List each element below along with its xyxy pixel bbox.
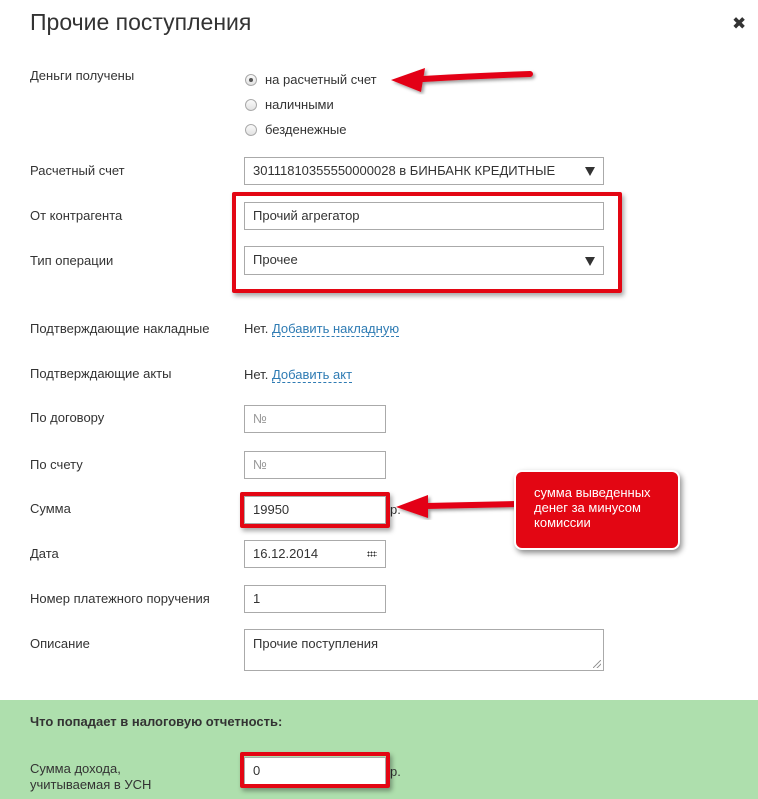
date-input[interactable] <box>244 540 386 568</box>
invoice-label: По счету <box>30 457 83 472</box>
radio-option-bank-account[interactable] <box>245 72 377 87</box>
radio-option-non-cash[interactable] <box>245 122 346 137</box>
add-waybill-link[interactable]: Добавить накладную <box>271 321 400 336</box>
tax-income-input[interactable]: 0 <box>244 757 386 785</box>
amount-input[interactable]: 19950 <box>244 496 386 524</box>
waybills-none-text: Нет. <box>244 321 269 336</box>
description-textarea[interactable] <box>244 629 604 671</box>
resize-handle-icon[interactable] <box>593 660 601 668</box>
tax-section-title: Что попадает в налоговую отчетность: <box>30 714 283 729</box>
tax-income-label-line2: учитываемая в УСН <box>30 777 152 792</box>
tax-income-label <box>30 761 151 793</box>
acts-label: Подтверждающие акты <box>30 366 172 381</box>
close-icon[interactable]: ✖ <box>732 14 747 33</box>
account-value: 30111810355550000028 в БИНБАНК КРЕДИТНЫЕ <box>253 163 556 178</box>
operation-type-label: Тип операции <box>30 253 114 268</box>
tax-income-label-line1: Сумма дохода, <box>30 761 121 776</box>
date-label: Дата <box>30 546 59 561</box>
tax-income-currency: р. <box>390 764 401 779</box>
dropdown-arrow-icon <box>585 167 595 176</box>
amount-currency: р. <box>390 502 401 517</box>
payment-order-label: Номер платежного поручения <box>30 591 210 606</box>
dialog-title: Прочие поступления <box>30 9 252 35</box>
add-act-link[interactable]: Добавить акт <box>271 367 353 382</box>
invoice-number-input[interactable]: № <box>244 451 386 479</box>
annotation-arrow-icon <box>392 490 522 520</box>
operation-type-select[interactable] <box>244 246 604 275</box>
radio-label: безденежные <box>265 122 347 137</box>
radio-button[interactable] <box>245 99 257 111</box>
radio-option-cash[interactable] <box>245 97 334 112</box>
counterparty-label: От контрагента <box>30 208 123 223</box>
operation-type-value: Прочее <box>253 252 298 267</box>
money-received-label: Деньги получены <box>30 68 135 83</box>
calendar-icon[interactable] <box>367 551 377 557</box>
waybills-value <box>244 321 399 336</box>
contract-label: По договору <box>30 410 105 425</box>
annotation-arrow-icon <box>385 62 545 96</box>
amount-label: Сумма <box>30 501 71 516</box>
radio-button[interactable] <box>245 124 257 136</box>
radio-label: на расчетный счет <box>265 72 377 87</box>
annotation-callout: сумма выведенных денег за минусом комиссии <box>514 470 680 550</box>
acts-none-text: Нет. <box>244 367 269 382</box>
description-label: Описание <box>30 636 90 651</box>
radio-button-checked[interactable] <box>245 74 257 86</box>
counterparty-input[interactable]: Прочий агрегатор <box>244 202 604 230</box>
contract-number-input[interactable]: № <box>244 405 386 433</box>
payment-order-input[interactable]: 1 <box>244 585 386 613</box>
acts-value <box>244 367 352 382</box>
account-label: Расчетный счет <box>30 163 125 178</box>
account-select[interactable] <box>244 157 604 185</box>
dropdown-arrow-icon <box>585 257 595 266</box>
date-value: 16.12.2014 <box>253 546 319 561</box>
description-value: Прочие поступления <box>253 636 379 651</box>
waybills-label: Подтверждающие накладные <box>30 321 210 336</box>
radio-label: наличными <box>265 97 334 112</box>
